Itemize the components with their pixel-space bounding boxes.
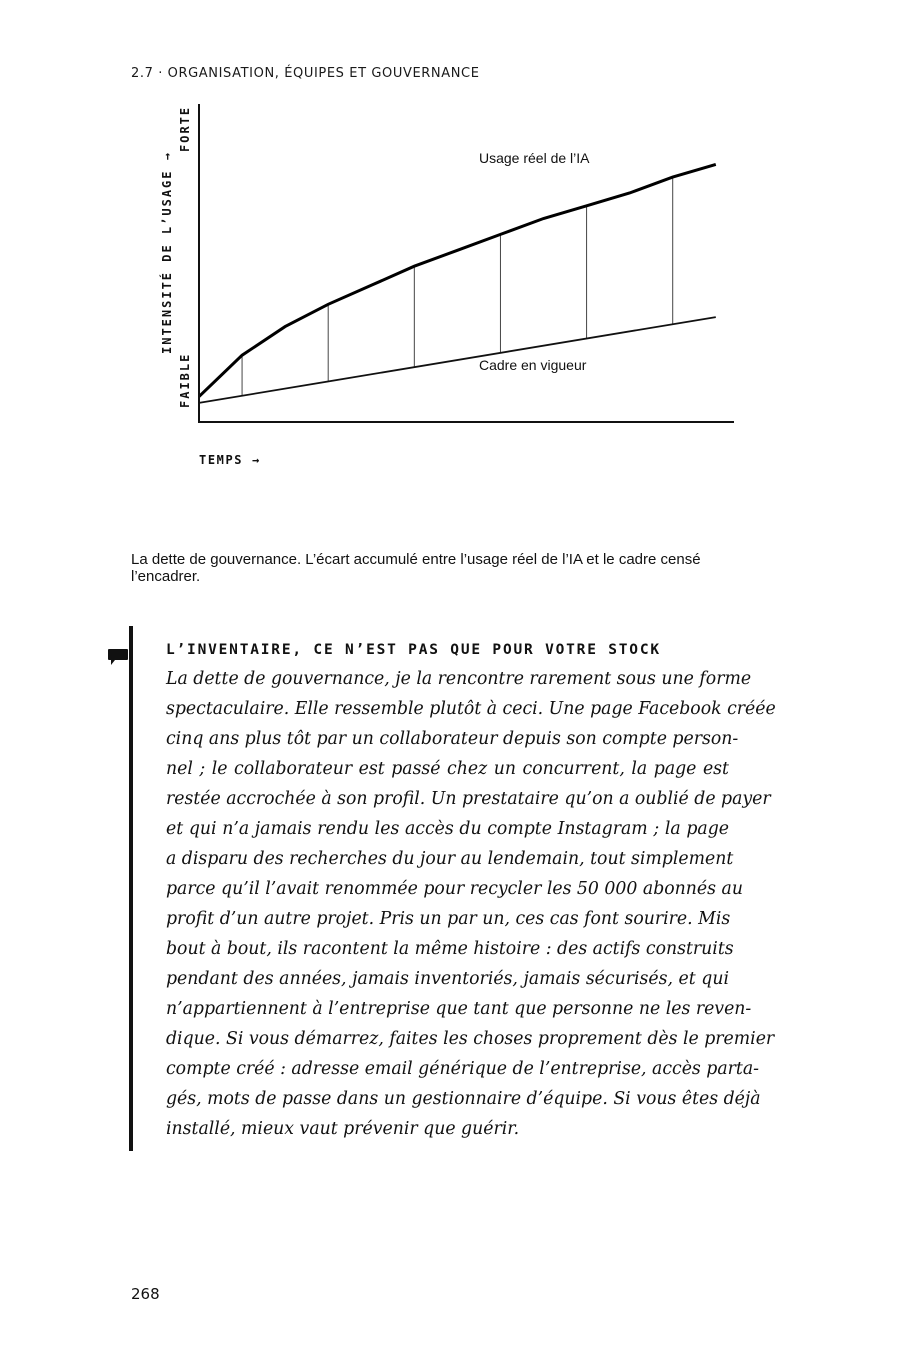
x-axis-label: TEMPS → <box>199 453 261 467</box>
cadre-series-label: Cadre en vigueur <box>479 357 587 373</box>
page-number: 268 <box>131 1285 160 1303</box>
sidebar-line: dique. Si vous démarrez, faites les choses proprement dès le premier <box>166 1029 775 1049</box>
figure-caption: La dette de gouvernance. L’écart accumulé entre l’usage réel de l’IA et le cadre censé l’encadrer. <box>131 551 701 585</box>
sidebar-line: gés, mots de passe dans un gestionnaire d’équipe. Si vous êtes déjà <box>166 1089 761 1109</box>
cadre-line <box>199 317 716 403</box>
sidebar-line: parce qu’il l’avait renommée pour recycler les 50 000 abonnés au <box>166 879 743 899</box>
sidebar-line: et qui n’a jamais rendu les accès du compte Instagram ; la page <box>166 819 729 839</box>
sidebar-line: n’appartiennent à l’entreprise que tant que personne ne les reven- <box>166 999 752 1019</box>
sidebar-line: bout à bout, ils racontent la même histoire : des actifs construits <box>166 939 734 959</box>
usage-line <box>199 164 716 396</box>
sidebar-title: L’INVENTAIRE, CE N’EST PAS QUE POUR VOTRE STOCK <box>166 642 661 658</box>
sidebar-line: profit d’un autre projet. Pris un par un, ces cas font sourire. Mis <box>166 909 731 929</box>
usage-series-label: Usage réel de l’IA <box>479 150 590 166</box>
y-high-label: FORTE <box>178 105 192 152</box>
sidebar-line: La dette de gouvernance, je la rencontre rarement sous une forme <box>166 669 752 689</box>
sidebar-line: nel ; le collaborateur est passé chez un concurrent, la page est <box>166 759 729 779</box>
sidebar-line: spectaculaire. Elle ressemble plutôt à ceci. Une page Facebook créée <box>166 699 776 719</box>
running-head: 2.7 · ORGANISATION, ÉQUIPES ET GOUVERNANCE <box>131 66 480 81</box>
comment-icon <box>107 648 129 668</box>
sidebar-line: compte créé : adresse email générique de l’entreprise, accès parta- <box>166 1059 760 1079</box>
sidebar-line: pendant des années, jamais inventoriés, jamais sécurisés, et qui <box>166 969 729 989</box>
y-axis-label: INTENSITÉ DE L’USAGE → <box>160 151 174 354</box>
sidebar-line: installé, mieux vaut prévenir que guérir. <box>166 1119 520 1139</box>
sidebar-line: cinq ans plus tôt par un collaborateur depuis son compte person- <box>166 729 739 749</box>
sidebar-line: a disparu des recherches du jour au lendemain, tout simplement <box>166 849 734 869</box>
sidebar-body <box>166 664 776 1144</box>
governance-debt-chart <box>0 0 898 520</box>
sidebar-line: restée accrochée à son profil. Un prestataire qu’on a oublié de payer <box>166 789 771 809</box>
y-low-label: FAIBLE <box>178 352 192 408</box>
gap-lines <box>242 177 673 396</box>
sidebar-rule <box>129 626 133 1151</box>
